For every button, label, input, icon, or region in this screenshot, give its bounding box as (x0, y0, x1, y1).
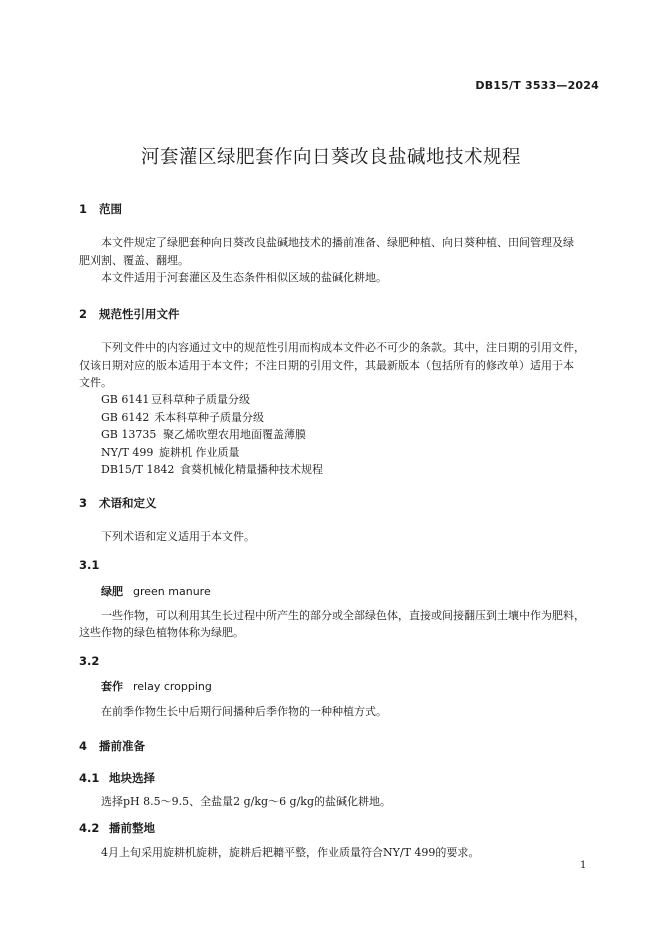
section-1-heading (79, 201, 122, 217)
paragraph-line: 本文件适用于河套灌区及生态条件相似区域的盐碱化耕地。 (101, 271, 387, 284)
term-number: 3.1 (79, 558, 100, 572)
section-4-heading (79, 738, 145, 754)
term-chinese: 套作 (101, 680, 123, 693)
reference-item (101, 391, 250, 407)
paragraph-line: 选择pH 8.5～9.5、全盐量2 g/kg～6 g/kg的盐碱化耕地。 (101, 795, 392, 808)
standard-number: DB15/T 3533—2024 (475, 79, 599, 92)
subsection-4-1-heading (79, 770, 155, 786)
reference-item (101, 444, 240, 460)
section-number: 2 (79, 307, 88, 321)
paragraph-line: 下列文件中的内容通过文中的规范性引用而构成本文件必不可少的条款。其中，注日期的引用文件， (101, 341, 585, 354)
reference-code: GB 6141 (101, 393, 150, 406)
term-entry (101, 678, 212, 694)
section-title: 规范性引用文件 (99, 307, 180, 321)
section-title: 播前准备 (99, 739, 145, 753)
section-number: 1 (79, 202, 88, 216)
document-title: 河套灌区绿肥套作向日葵改良盐碱地技术规程 (140, 147, 521, 168)
reference-code: GB 13735 (101, 428, 157, 441)
paragraph-line: 4月上旬采用旋耕机旋耕，旋耕后耙耱平整，作业质量符合NY/T 499的要求。 (101, 846, 480, 859)
reference-title: 禾本科草种子质量分级 (154, 411, 264, 424)
reference-title: 聚乙烯吹塑农用地面覆盖薄膜 (163, 428, 306, 441)
section-title: 范围 (99, 202, 122, 216)
reference-code: NY/T 499 (101, 446, 154, 459)
page-number: 1 (580, 860, 587, 871)
reference-code: GB 6142 (101, 411, 150, 424)
term-english: relay cropping (133, 680, 212, 693)
reference-title: 食葵机械化精量播种技术规程 (180, 463, 323, 476)
subsection-4-2-heading (79, 820, 155, 836)
reference-item (101, 409, 264, 425)
term-entry (101, 583, 211, 599)
section-2-heading (79, 306, 180, 322)
paragraph-line: 下列术语和定义适用于本文件。 (101, 530, 255, 543)
subsection-title: 地块选择 (109, 771, 155, 785)
section-title: 术语和定义 (99, 496, 157, 510)
reference-title: 豆科草种子质量分级 (151, 393, 250, 406)
paragraph-line: 仅该日期对应的版本适用于本文件；不注日期的引用文件，其最新版本（包括所有的修改单）适用于本 (79, 359, 574, 372)
reference-title: 旋耕机 作业质量 (159, 446, 240, 459)
subsection-number: 4.1 (79, 771, 100, 785)
subsection-number: 4.2 (79, 821, 100, 835)
term-english: green manure (133, 585, 211, 598)
paragraph-line: 本文件规定了绿肥套种向日葵改良盐碱地技术的播前准备、绿肥种植、向日葵种植、田间管理及绿 (101, 236, 574, 249)
paragraph-line: 一些作物，可以利用其生长过程中所产生的部分或全部绿色体，直接或间接翻压到土壤中作为肥料， (101, 609, 585, 622)
reference-item (101, 461, 323, 477)
paragraph-line: 肥刈割、覆盖、翻埋。 (79, 254, 189, 267)
term-chinese: 绿肥 (101, 585, 123, 598)
section-number: 4 (79, 739, 88, 753)
subsection-title: 播前整地 (109, 821, 155, 835)
paragraph-line: 文件。 (79, 376, 112, 389)
paragraph-line: 在前季作物生长中后期行间播种后季作物的一种种植方式。 (101, 705, 387, 718)
paragraph-line: 这些作物的绿色植物体称为绿肥。 (79, 626, 244, 639)
reference-code: DB15/T 1842 (101, 463, 175, 476)
reference-item (101, 426, 306, 442)
term-number: 3.2 (79, 654, 100, 668)
section-number: 3 (79, 496, 88, 510)
section-3-heading (79, 495, 157, 511)
